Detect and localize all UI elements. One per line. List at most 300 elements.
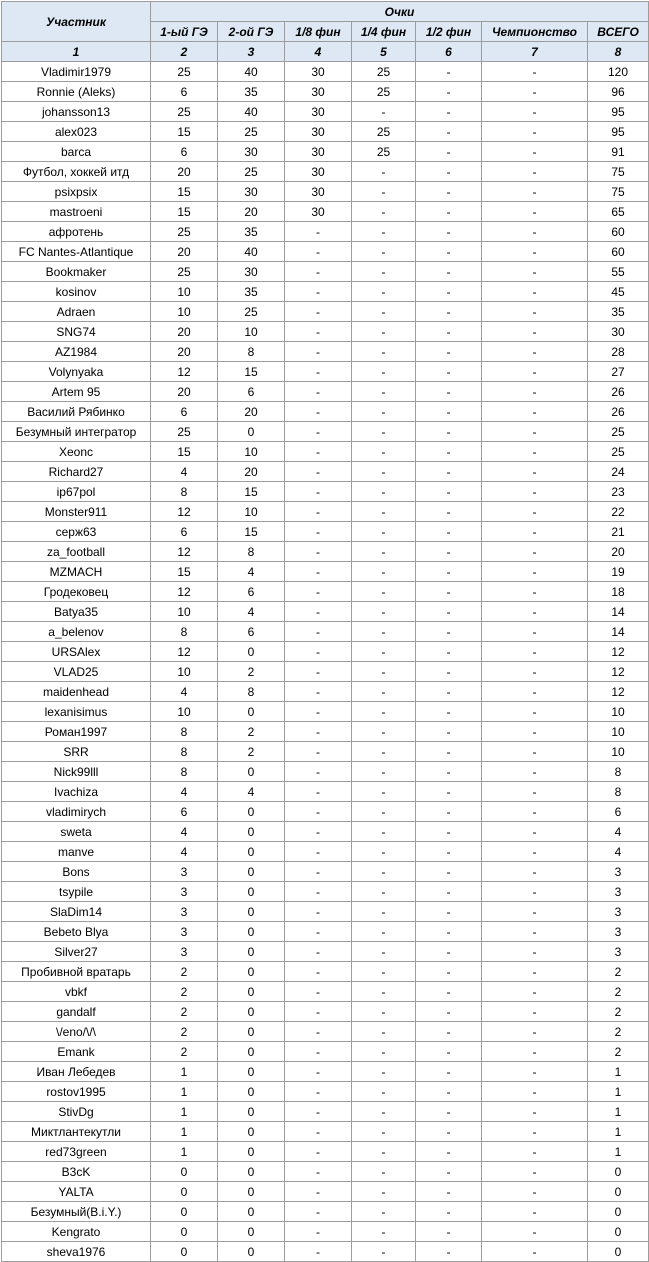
- total-points: 0: [588, 1162, 649, 1182]
- table-row: [2, 1082, 649, 1102]
- table-row: [2, 962, 649, 982]
- total-points: 45: [588, 282, 649, 302]
- semifinal-points: -: [416, 262, 482, 282]
- column-header: 2-ой ГЭ: [218, 22, 285, 42]
- total-points: 12: [588, 662, 649, 682]
- quarterfinal-points: -: [352, 1202, 416, 1222]
- stage1-points: 6: [151, 142, 218, 162]
- participant-name: YALTA: [2, 1182, 151, 1202]
- column-number: 6: [416, 42, 482, 62]
- round-of-16-points: 30: [285, 182, 352, 202]
- quarterfinal-points: -: [352, 262, 416, 282]
- round-of-16-points: -: [285, 642, 352, 662]
- quarterfinal-points: -: [352, 442, 416, 462]
- stage1-points: 0: [151, 1222, 218, 1242]
- quarterfinal-points: -: [352, 302, 416, 322]
- total-points: 25: [588, 442, 649, 462]
- stage2-points: 10: [218, 322, 285, 342]
- quarterfinal-points: -: [352, 522, 416, 542]
- semifinal-points: -: [416, 602, 482, 622]
- quarterfinal-points: -: [352, 622, 416, 642]
- total-points: 26: [588, 382, 649, 402]
- semifinal-points: -: [416, 782, 482, 802]
- stage2-points: 2: [218, 742, 285, 762]
- table-body: [2, 62, 649, 1262]
- stage1-points: 15: [151, 122, 218, 142]
- semifinal-points: -: [416, 82, 482, 102]
- semifinal-points: -: [416, 762, 482, 782]
- participant-name: Василий Рябинко: [2, 402, 151, 422]
- championship-points: -: [482, 422, 588, 442]
- stage1-points: 3: [151, 862, 218, 882]
- total-points: 2: [588, 1002, 649, 1022]
- semifinal-points: -: [416, 902, 482, 922]
- stage1-points: 20: [151, 342, 218, 362]
- quarterfinal-points: -: [352, 362, 416, 382]
- table-row: [2, 622, 649, 642]
- championship-points: -: [482, 382, 588, 402]
- championship-points: -: [482, 222, 588, 242]
- total-points: 10: [588, 702, 649, 722]
- total-points: 0: [588, 1202, 649, 1222]
- stage2-points: 0: [218, 982, 285, 1002]
- semifinal-points: -: [416, 882, 482, 902]
- quarterfinal-points: -: [352, 882, 416, 902]
- championship-points: -: [482, 482, 588, 502]
- round-of-16-points: -: [285, 1162, 352, 1182]
- semifinal-points: -: [416, 122, 482, 142]
- round-of-16-points: -: [285, 362, 352, 382]
- semifinal-points: -: [416, 842, 482, 862]
- stage2-points: 0: [218, 702, 285, 722]
- participant-name: lexanisimus: [2, 702, 151, 722]
- championship-points: -: [482, 782, 588, 802]
- round-of-16-points: -: [285, 782, 352, 802]
- total-points: 1: [588, 1122, 649, 1142]
- semifinal-points: -: [416, 582, 482, 602]
- stage1-points: 3: [151, 922, 218, 942]
- semifinal-points: -: [416, 542, 482, 562]
- stage2-points: 40: [218, 242, 285, 262]
- table-row: [2, 882, 649, 902]
- championship-points: -: [482, 702, 588, 722]
- semifinal-points: -: [416, 1182, 482, 1202]
- participant-name: rostov1995: [2, 1082, 151, 1102]
- championship-points: -: [482, 142, 588, 162]
- quarterfinal-points: -: [352, 642, 416, 662]
- championship-points: -: [482, 1102, 588, 1122]
- participant-name: серж63: [2, 522, 151, 542]
- championship-points: -: [482, 302, 588, 322]
- table-row: [2, 802, 649, 822]
- stage1-points: 12: [151, 582, 218, 602]
- participant-name: sweta: [2, 822, 151, 842]
- stage2-points: 0: [218, 1222, 285, 1242]
- championship-points: -: [482, 982, 588, 1002]
- total-points: 1: [588, 1142, 649, 1162]
- championship-points: -: [482, 1042, 588, 1062]
- round-of-16-points: -: [285, 1082, 352, 1102]
- table-row: [2, 202, 649, 222]
- participant-name: manve: [2, 842, 151, 862]
- participant-name: Nick99lll: [2, 762, 151, 782]
- semifinal-points: -: [416, 1202, 482, 1222]
- championship-points: -: [482, 1182, 588, 1202]
- stage1-points: 6: [151, 402, 218, 422]
- stage2-points: 0: [218, 942, 285, 962]
- stage1-points: 3: [151, 902, 218, 922]
- total-points: 6: [588, 802, 649, 822]
- semifinal-points: -: [416, 442, 482, 462]
- total-points: 60: [588, 222, 649, 242]
- semifinal-points: -: [416, 742, 482, 762]
- semifinal-points: -: [416, 682, 482, 702]
- round-of-16-points: -: [285, 722, 352, 742]
- semifinal-points: -: [416, 1002, 482, 1022]
- table-row: [2, 1122, 649, 1142]
- stage2-points: 4: [218, 562, 285, 582]
- stage2-points: 0: [218, 922, 285, 942]
- total-points: 3: [588, 862, 649, 882]
- semifinal-points: -: [416, 1242, 482, 1262]
- total-points: 18: [588, 582, 649, 602]
- stage1-points: 2: [151, 1022, 218, 1042]
- table-row: [2, 402, 649, 422]
- round-of-16-points: -: [285, 1182, 352, 1202]
- quarterfinal-points: -: [352, 242, 416, 262]
- stage2-points: 10: [218, 442, 285, 462]
- quarterfinal-points: -: [352, 162, 416, 182]
- championship-points: -: [482, 82, 588, 102]
- stage1-points: 1: [151, 1122, 218, 1142]
- stage1-points: 20: [151, 242, 218, 262]
- total-points: 2: [588, 1042, 649, 1062]
- table-row: [2, 682, 649, 702]
- stage1-points: 4: [151, 682, 218, 702]
- stage2-points: 15: [218, 522, 285, 542]
- participant-name: za_football: [2, 542, 151, 562]
- semifinal-points: -: [416, 382, 482, 402]
- stage2-points: 30: [218, 142, 285, 162]
- quarterfinal-points: -: [352, 102, 416, 122]
- participant-name: Безумный(B.i.Y.): [2, 1202, 151, 1222]
- semifinal-points: -: [416, 202, 482, 222]
- stage1-points: 0: [151, 1202, 218, 1222]
- participant-name: Richard27: [2, 462, 151, 482]
- semifinal-points: -: [416, 142, 482, 162]
- round-of-16-points: -: [285, 1062, 352, 1082]
- participant-name: Monster911: [2, 502, 151, 522]
- stage2-points: 8: [218, 682, 285, 702]
- semifinal-points: -: [416, 462, 482, 482]
- column-header: 1/8 фин: [285, 22, 352, 42]
- quarterfinal-points: -: [352, 1222, 416, 1242]
- round-of-16-points: 30: [285, 142, 352, 162]
- table-row: [2, 382, 649, 402]
- header-row-top: [2, 2, 649, 22]
- table-row: [2, 742, 649, 762]
- semifinal-points: -: [416, 822, 482, 842]
- championship-points: -: [482, 922, 588, 942]
- stage2-points: 25: [218, 162, 285, 182]
- round-of-16-points: -: [285, 282, 352, 302]
- round-of-16-points: -: [285, 882, 352, 902]
- quarterfinal-points: -: [352, 1042, 416, 1062]
- championship-points: -: [482, 1122, 588, 1142]
- table-row: [2, 762, 649, 782]
- stage1-points: 3: [151, 942, 218, 962]
- stage2-points: 40: [218, 62, 285, 82]
- stage1-points: 12: [151, 362, 218, 382]
- stage2-points: 10: [218, 502, 285, 522]
- participant-name: Volynyaka: [2, 362, 151, 382]
- championship-points: -: [482, 122, 588, 142]
- quarterfinal-points: -: [352, 1242, 416, 1262]
- semifinal-points: -: [416, 162, 482, 182]
- stage1-points: 2: [151, 1042, 218, 1062]
- total-points: 10: [588, 742, 649, 762]
- total-points: 21: [588, 522, 649, 542]
- round-of-16-points: 30: [285, 162, 352, 182]
- table-row: [2, 902, 649, 922]
- total-points: 96: [588, 82, 649, 102]
- stage2-points: 0: [218, 1082, 285, 1102]
- table-row: [2, 282, 649, 302]
- stage1-points: 8: [151, 482, 218, 502]
- total-points: 8: [588, 762, 649, 782]
- championship-points: -: [482, 722, 588, 742]
- stage1-points: 0: [151, 1162, 218, 1182]
- participant-name: StivDg: [2, 1102, 151, 1122]
- quarterfinal-points: -: [352, 802, 416, 822]
- stage1-points: 4: [151, 842, 218, 862]
- championship-points: -: [482, 1082, 588, 1102]
- participant-header: Участник: [2, 2, 151, 42]
- championship-points: -: [482, 542, 588, 562]
- round-of-16-points: -: [285, 982, 352, 1002]
- stage1-points: 8: [151, 622, 218, 642]
- championship-points: -: [482, 862, 588, 882]
- table-row: [2, 1102, 649, 1122]
- quarterfinal-points: -: [352, 202, 416, 222]
- participant-name: SlaDim14: [2, 902, 151, 922]
- stage2-points: 35: [218, 222, 285, 242]
- stage2-points: 6: [218, 382, 285, 402]
- column-number: 4: [285, 42, 352, 62]
- round-of-16-points: -: [285, 242, 352, 262]
- championship-points: -: [482, 442, 588, 462]
- quarterfinal-points: -: [352, 562, 416, 582]
- semifinal-points: -: [416, 362, 482, 382]
- stage1-points: 20: [151, 382, 218, 402]
- table-row: [2, 1062, 649, 1082]
- quarterfinal-points: -: [352, 342, 416, 362]
- semifinal-points: -: [416, 1082, 482, 1102]
- participant-name: Bebeto Blya: [2, 922, 151, 942]
- semifinal-points: -: [416, 1102, 482, 1122]
- participant-name: maidenhead: [2, 682, 151, 702]
- semifinal-points: -: [416, 702, 482, 722]
- participant-name: vbkf: [2, 982, 151, 1002]
- participant-name: sheva1976: [2, 1242, 151, 1262]
- total-points: 24: [588, 462, 649, 482]
- round-of-16-points: -: [285, 602, 352, 622]
- total-points: 2: [588, 1022, 649, 1042]
- quarterfinal-points: -: [352, 922, 416, 942]
- table-row: [2, 1242, 649, 1262]
- quarterfinal-points: -: [352, 982, 416, 1002]
- stage2-points: 0: [218, 642, 285, 662]
- stage2-points: 0: [218, 902, 285, 922]
- stage1-points: 20: [151, 322, 218, 342]
- stage2-points: 2: [218, 722, 285, 742]
- quarterfinal-points: 25: [352, 142, 416, 162]
- stage1-points: 10: [151, 702, 218, 722]
- participant-name: barca: [2, 142, 151, 162]
- round-of-16-points: 30: [285, 62, 352, 82]
- stage2-points: 30: [218, 182, 285, 202]
- semifinal-points: -: [416, 802, 482, 822]
- round-of-16-points: -: [285, 1002, 352, 1022]
- table-row: [2, 442, 649, 462]
- stage2-points: 4: [218, 782, 285, 802]
- round-of-16-points: -: [285, 422, 352, 442]
- semifinal-points: -: [416, 1142, 482, 1162]
- total-points: 30: [588, 322, 649, 342]
- round-of-16-points: 30: [285, 202, 352, 222]
- total-points: 4: [588, 822, 649, 842]
- total-points: 1: [588, 1102, 649, 1122]
- column-header: 1-ый ГЭ: [151, 22, 218, 42]
- round-of-16-points: 30: [285, 82, 352, 102]
- table-row: [2, 1022, 649, 1042]
- participant-name: gandalf: [2, 1002, 151, 1022]
- semifinal-points: -: [416, 422, 482, 442]
- championship-points: -: [482, 742, 588, 762]
- semifinal-points: -: [416, 502, 482, 522]
- column-header: 1/2 фин: [416, 22, 482, 42]
- championship-points: -: [482, 602, 588, 622]
- quarterfinal-points: -: [352, 1062, 416, 1082]
- quarterfinal-points: -: [352, 1082, 416, 1102]
- total-points: 19: [588, 562, 649, 582]
- table-row: [2, 302, 649, 322]
- column-header: Чемпионство: [482, 22, 588, 42]
- stage2-points: 20: [218, 402, 285, 422]
- table-row: [2, 1222, 649, 1242]
- stage2-points: 20: [218, 202, 285, 222]
- stage1-points: 25: [151, 422, 218, 442]
- total-points: 0: [588, 1222, 649, 1242]
- semifinal-points: -: [416, 622, 482, 642]
- stage2-points: 0: [218, 1042, 285, 1062]
- stage1-points: 20: [151, 162, 218, 182]
- table-row: [2, 722, 649, 742]
- semifinal-points: -: [416, 402, 482, 422]
- quarterfinal-points: -: [352, 942, 416, 962]
- total-points: 120: [588, 62, 649, 82]
- total-points: 2: [588, 962, 649, 982]
- points-header: Очки: [151, 2, 649, 22]
- semifinal-points: -: [416, 1042, 482, 1062]
- championship-points: -: [482, 562, 588, 582]
- participant-name: VLAD25: [2, 662, 151, 682]
- participant-name: Роман1997: [2, 722, 151, 742]
- stage1-points: 4: [151, 822, 218, 842]
- participant-name: Пробивной вратарь: [2, 962, 151, 982]
- total-points: 20: [588, 542, 649, 562]
- total-points: 26: [588, 402, 649, 422]
- semifinal-points: -: [416, 482, 482, 502]
- quarterfinal-points: -: [352, 502, 416, 522]
- semifinal-points: -: [416, 342, 482, 362]
- participant-name: AZ1984: [2, 342, 151, 362]
- participant-name: Bons: [2, 862, 151, 882]
- participant-name: Artem 95: [2, 382, 151, 402]
- stage2-points: 8: [218, 542, 285, 562]
- table-row: [2, 842, 649, 862]
- stage2-points: 40: [218, 102, 285, 122]
- total-points: 23: [588, 482, 649, 502]
- total-points: 75: [588, 182, 649, 202]
- table-row: [2, 642, 649, 662]
- round-of-16-points: -: [285, 942, 352, 962]
- round-of-16-points: -: [285, 262, 352, 282]
- total-points: 2: [588, 982, 649, 1002]
- round-of-16-points: -: [285, 682, 352, 702]
- table-row: [2, 262, 649, 282]
- round-of-16-points: -: [285, 1122, 352, 1142]
- round-of-16-points: -: [285, 302, 352, 322]
- stage1-points: 1: [151, 1082, 218, 1102]
- semifinal-points: -: [416, 642, 482, 662]
- stage2-points: 30: [218, 262, 285, 282]
- table-row: [2, 82, 649, 102]
- championship-points: -: [482, 1222, 588, 1242]
- round-of-16-points: -: [285, 382, 352, 402]
- round-of-16-points: -: [285, 462, 352, 482]
- total-points: 35: [588, 302, 649, 322]
- stage2-points: 2: [218, 662, 285, 682]
- participant-name: Batya35: [2, 602, 151, 622]
- quarterfinal-points: 25: [352, 62, 416, 82]
- round-of-16-points: -: [285, 762, 352, 782]
- round-of-16-points: -: [285, 222, 352, 242]
- round-of-16-points: -: [285, 1022, 352, 1042]
- stage2-points: 15: [218, 482, 285, 502]
- championship-points: -: [482, 1002, 588, 1022]
- championship-points: -: [482, 262, 588, 282]
- table-row: [2, 1042, 649, 1062]
- stage1-points: 4: [151, 782, 218, 802]
- table-row: [2, 142, 649, 162]
- table-row: [2, 482, 649, 502]
- quarterfinal-points: -: [352, 1022, 416, 1042]
- table-row: [2, 1162, 649, 1182]
- semifinal-points: -: [416, 1162, 482, 1182]
- championship-points: -: [482, 1022, 588, 1042]
- table-row: [2, 542, 649, 562]
- quarterfinal-points: -: [352, 742, 416, 762]
- championship-points: -: [482, 462, 588, 482]
- stage1-points: 2: [151, 962, 218, 982]
- participant-name: Миктлантекутли: [2, 1122, 151, 1142]
- semifinal-points: -: [416, 1222, 482, 1242]
- total-points: 12: [588, 682, 649, 702]
- stage1-points: 10: [151, 282, 218, 302]
- stage2-points: 0: [218, 762, 285, 782]
- total-points: 95: [588, 102, 649, 122]
